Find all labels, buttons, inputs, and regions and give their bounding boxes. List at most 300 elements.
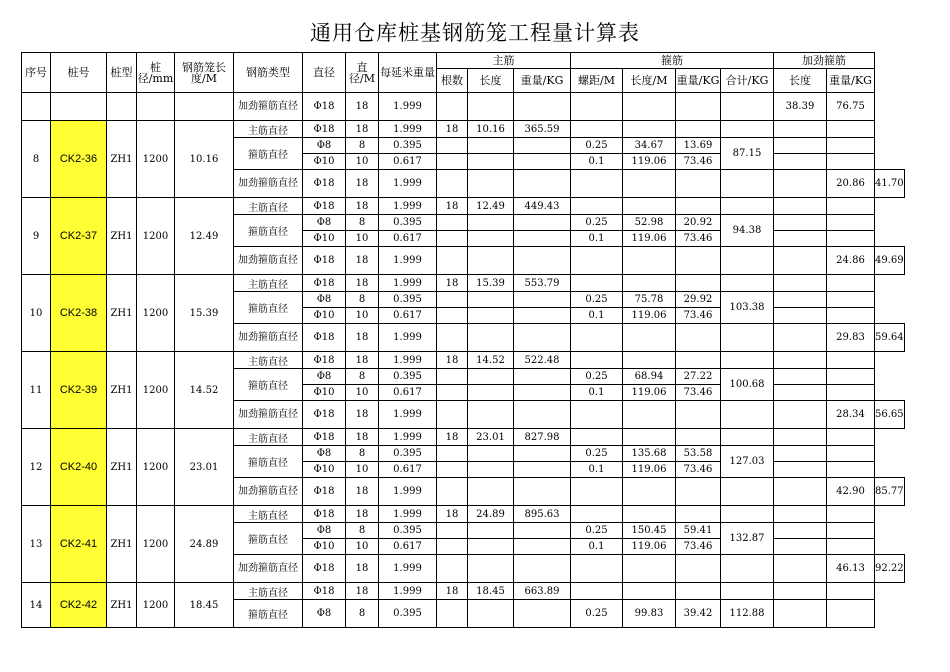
unit-wt-cell: 0.617 (379, 308, 437, 324)
dia-cell: Φ18 (303, 352, 346, 369)
header-dia: 直径 (303, 53, 346, 93)
table-cell (468, 154, 514, 170)
header-main-count: 根数 (437, 69, 468, 93)
table-cell (676, 352, 721, 369)
table-cell (827, 506, 875, 523)
table-cell (437, 478, 468, 506)
stiff-wt-cell: 59.64 (875, 324, 905, 352)
table-cell (623, 170, 676, 198)
hoop-pitch-cell: 0.25 (571, 138, 623, 154)
table-cell (468, 308, 514, 324)
dia-m-cell: 10 (346, 462, 379, 478)
hoop-total-cell: 87.15 (721, 138, 774, 170)
table-cell (468, 324, 514, 352)
unit-wt-cell: 1.999 (379, 93, 437, 121)
table-cell (571, 121, 623, 138)
stiff-len-cell: 29.83 (827, 324, 875, 352)
hoop-wt-cell: 73.46 (676, 154, 721, 170)
table-cell (623, 198, 676, 215)
table-cell (571, 93, 623, 121)
rebar-type-cell: 箍筋直径 (234, 292, 303, 324)
dia-cell: Φ18 (303, 506, 346, 523)
unit-wt-cell: 1.999 (379, 401, 437, 429)
dia-m-cell: 10 (346, 385, 379, 401)
table-cell (721, 401, 774, 429)
unit-wt-cell: 0.617 (379, 539, 437, 555)
dia-cell: Φ18 (303, 170, 346, 198)
header-pile-type: 桩型 (107, 53, 137, 93)
table-cell (571, 401, 623, 429)
unit-wt-cell: 1.999 (379, 324, 437, 352)
seq-cell: 10 (22, 275, 51, 352)
table-cell (721, 121, 774, 138)
table-cell (721, 555, 774, 583)
table-cell (437, 247, 468, 275)
table-cell (437, 215, 468, 231)
dia-m-cell: 8 (346, 215, 379, 231)
table-cell (721, 198, 774, 215)
hoop-total-cell: 127.03 (721, 446, 774, 478)
table-cell (827, 369, 875, 385)
unit-wt-cell: 0.617 (379, 462, 437, 478)
table-cell (676, 429, 721, 446)
table-cell (468, 385, 514, 401)
hoop-wt-cell: 73.46 (676, 308, 721, 324)
pile-type-cell: ZH1 (107, 121, 137, 198)
seq-cell (22, 93, 51, 121)
table-cell (774, 247, 827, 275)
table-row (22, 352, 905, 369)
table-cell (721, 93, 774, 121)
table-cell (571, 324, 623, 352)
unit-wt-cell: 0.395 (379, 369, 437, 385)
header-hoop-total: 合计/KG (721, 69, 774, 93)
table-cell (774, 462, 827, 478)
pile-type-cell (107, 93, 137, 121)
cage-len-cell: 23.01 (175, 429, 234, 506)
dia-cell: Φ18 (303, 324, 346, 352)
table-cell (721, 478, 774, 506)
cage-len-cell: 18.45 (175, 583, 234, 628)
dia-cell: Φ10 (303, 154, 346, 170)
table-cell (514, 555, 571, 583)
main-wt-cell: 522.48 (514, 352, 571, 369)
dia-cell: Φ18 (303, 275, 346, 292)
table-cell (827, 523, 875, 539)
hoop-wt-cell: 73.46 (676, 462, 721, 478)
table-cell (774, 555, 827, 583)
dia-cell: Φ10 (303, 385, 346, 401)
unit-wt-cell: 1.999 (379, 555, 437, 583)
dia-m-cell: 18 (346, 198, 379, 215)
dia-cell: Φ18 (303, 93, 346, 121)
table-row (22, 429, 905, 446)
table-cell (514, 385, 571, 401)
rebar-type-cell: 箍筋直径 (234, 523, 303, 555)
table-cell (514, 523, 571, 539)
table-cell (623, 121, 676, 138)
main-wt-cell: 827.98 (514, 429, 571, 446)
table-cell (721, 324, 774, 352)
dia-cell: Φ8 (303, 446, 346, 462)
table-cell (437, 600, 468, 628)
table-cell (437, 401, 468, 429)
dia-m-cell: 8 (346, 446, 379, 462)
main-len-cell: 12.49 (468, 198, 514, 215)
table-cell (774, 275, 827, 292)
pile-type-cell: ZH1 (107, 429, 137, 506)
pile-no-cell: CK2-40 (51, 429, 107, 506)
table-cell (827, 231, 875, 247)
table-cell (774, 446, 827, 462)
dia-cell: Φ18 (303, 583, 346, 600)
hoop-pitch-cell: 0.25 (571, 446, 623, 462)
table-cell (468, 138, 514, 154)
table-cell (774, 523, 827, 539)
rebar-type-cell: 箍筋直径 (234, 600, 303, 628)
table-cell (827, 583, 875, 600)
hoop-pitch-cell: 0.1 (571, 462, 623, 478)
hoop-wt-cell: 73.46 (676, 539, 721, 555)
table-cell (468, 523, 514, 539)
main-wt-cell: 663.89 (514, 583, 571, 600)
hoop-wt-cell: 27.22 (676, 369, 721, 385)
table-cell (774, 170, 827, 198)
pile-no-cell: CK2-36 (51, 121, 107, 198)
table-cell (827, 385, 875, 401)
cage-len-cell: 14.52 (175, 352, 234, 429)
unit-wt-cell: 0.395 (379, 292, 437, 308)
table-cell (721, 583, 774, 600)
unit-wt-cell: 1.999 (379, 352, 437, 369)
table-cell (571, 429, 623, 446)
table-cell (468, 462, 514, 478)
table-cell (468, 215, 514, 231)
pile-dia-cell (137, 93, 175, 121)
header-main-len: 长度 (468, 69, 514, 93)
table-cell (514, 478, 571, 506)
dia-cell: Φ18 (303, 429, 346, 446)
table-cell (514, 308, 571, 324)
pile-no-cell: CK2-37 (51, 198, 107, 275)
main-len-cell: 14.52 (468, 352, 514, 369)
main-len-cell: 15.39 (468, 275, 514, 292)
table-cell (774, 292, 827, 308)
main-count-cell: 18 (437, 121, 468, 138)
table-cell (721, 429, 774, 446)
dia-cell: Φ8 (303, 138, 346, 154)
stiff-wt-cell: 85.77 (875, 478, 905, 506)
pile-type-cell: ZH1 (107, 198, 137, 275)
table-cell (514, 93, 571, 121)
rebar-type-cell: 箍筋直径 (234, 369, 303, 401)
table-row (22, 583, 905, 600)
hoop-len-cell: 119.06 (623, 154, 676, 170)
table-cell (774, 401, 827, 429)
hoop-len-cell: 119.06 (623, 231, 676, 247)
stiff-wt-cell: 76.75 (827, 93, 875, 121)
dia-m-cell: 8 (346, 523, 379, 539)
hoop-len-cell: 119.06 (623, 462, 676, 478)
hoop-pitch-cell: 0.25 (571, 369, 623, 385)
main-count-cell: 18 (437, 506, 468, 523)
table-cell (437, 170, 468, 198)
hoop-wt-cell: 13.69 (676, 138, 721, 154)
table-cell (676, 478, 721, 506)
table-cell (437, 555, 468, 583)
table-cell (721, 352, 774, 369)
table-cell (676, 170, 721, 198)
table-cell (437, 539, 468, 555)
unit-wt-cell: 1.999 (379, 247, 437, 275)
hoop-pitch-cell: 0.1 (571, 539, 623, 555)
dia-cell: Φ8 (303, 600, 346, 628)
table-cell (827, 539, 875, 555)
table-cell (623, 324, 676, 352)
page-title: 通用仓库桩基钢筋笼工程量计算表 (310, 21, 640, 45)
header-hoop-wt: 重量/KG (676, 69, 721, 93)
table-cell (514, 138, 571, 154)
table-cell (774, 429, 827, 446)
hoop-pitch-cell: 0.25 (571, 523, 623, 539)
table-cell (468, 446, 514, 462)
dia-m-cell: 10 (346, 308, 379, 324)
table-cell (623, 401, 676, 429)
table-cell (514, 539, 571, 555)
table-cell (774, 138, 827, 154)
main-wt-cell: 895.63 (514, 506, 571, 523)
dia-m-cell: 10 (346, 231, 379, 247)
unit-wt-cell: 1.999 (379, 429, 437, 446)
table-cell (676, 401, 721, 429)
table-cell (827, 352, 875, 369)
table-cell (676, 93, 721, 121)
header-main-wt: 重量/KG (514, 69, 571, 93)
table-row (22, 93, 905, 121)
table-cell (827, 275, 875, 292)
header-stiff-wt: 重量/KG (827, 69, 875, 93)
header-hoop-len: 长度/M (623, 69, 676, 93)
dia-cell: Φ8 (303, 215, 346, 231)
table-cell (774, 506, 827, 523)
unit-wt-cell: 1.999 (379, 121, 437, 138)
table-cell (514, 446, 571, 462)
main-wt-cell: 553.79 (514, 275, 571, 292)
table-cell (721, 275, 774, 292)
hoop-len-cell: 75.78 (623, 292, 676, 308)
table-cell (774, 478, 827, 506)
hoop-len-cell: 119.06 (623, 308, 676, 324)
unit-wt-cell: 1.999 (379, 583, 437, 600)
hoop-pitch-cell: 0.25 (571, 292, 623, 308)
table-cell (774, 600, 827, 628)
main-count-cell: 18 (437, 429, 468, 446)
table-cell (437, 446, 468, 462)
pile-dia-cell: 1200 (137, 429, 175, 506)
table-cell (774, 369, 827, 385)
stiff-wt-cell: 49.69 (875, 247, 905, 275)
table-cell (774, 215, 827, 231)
hoop-pitch-cell: 0.1 (571, 154, 623, 170)
dia-m-cell: 18 (346, 121, 379, 138)
seq-cell: 11 (22, 352, 51, 429)
table-cell (676, 506, 721, 523)
pile-dia-cell: 1200 (137, 506, 175, 583)
cage-len-cell: 10.16 (175, 121, 234, 198)
table-cell (468, 539, 514, 555)
dia-cell: Φ8 (303, 292, 346, 308)
hoop-len-cell: 135.68 (623, 446, 676, 462)
cage-len-cell (175, 93, 234, 121)
stiff-wt-cell: 41.70 (875, 170, 905, 198)
hoop-wt-cell: 73.46 (676, 231, 721, 247)
main-wt-cell: 449.43 (514, 198, 571, 215)
table-cell (721, 506, 774, 523)
header-stiff-len: 长度 (774, 69, 827, 93)
hoop-total-cell: 112.88 (721, 600, 774, 628)
table-cell (827, 600, 875, 628)
table-cell (774, 352, 827, 369)
main-len-cell: 24.89 (468, 506, 514, 523)
rebar-type-cell: 加劲箍筋直径 (234, 247, 303, 275)
table-cell (827, 215, 875, 231)
hoop-total-cell: 100.68 (721, 369, 774, 401)
stiff-len-cell: 46.13 (827, 555, 875, 583)
dia-m-cell: 10 (346, 539, 379, 555)
cage-len-cell: 24.89 (175, 506, 234, 583)
dia-m-cell: 8 (346, 138, 379, 154)
dia-m-cell: 10 (346, 154, 379, 170)
unit-wt-cell: 0.395 (379, 138, 437, 154)
hoop-pitch-cell: 0.1 (571, 385, 623, 401)
table-cell (827, 308, 875, 324)
dia-m-cell: 8 (346, 292, 379, 308)
table-cell (827, 121, 875, 138)
dia-m-cell: 8 (346, 369, 379, 385)
header-pile-dia: 桩径/mm (137, 53, 175, 93)
header-seq: 序号 (22, 53, 51, 93)
header-pile-no: 桩号 (51, 53, 107, 93)
table-cell (623, 583, 676, 600)
main-len-cell: 10.16 (468, 121, 514, 138)
table-cell (468, 170, 514, 198)
hoop-total-cell: 103.38 (721, 292, 774, 324)
cage-len-cell: 15.39 (175, 275, 234, 352)
table-cell (514, 401, 571, 429)
stiff-len-cell: 38.39 (774, 93, 827, 121)
rebar-type-cell: 主筋直径 (234, 121, 303, 138)
table-cell (468, 555, 514, 583)
table-cell (827, 138, 875, 154)
unit-wt-cell: 0.617 (379, 385, 437, 401)
table-cell (827, 154, 875, 170)
dia-m-cell: 18 (346, 506, 379, 523)
table-cell (468, 401, 514, 429)
seq-cell: 9 (22, 198, 51, 275)
rebar-type-cell: 加劲箍筋直径 (234, 324, 303, 352)
stiff-wt-cell: 92.22 (875, 555, 905, 583)
rebar-type-cell: 加劲箍筋直径 (234, 401, 303, 429)
table-cell (514, 324, 571, 352)
pile-dia-cell: 1200 (137, 275, 175, 352)
table-cell (437, 369, 468, 385)
table-cell (468, 292, 514, 308)
unit-wt-cell: 0.617 (379, 231, 437, 247)
table-cell (676, 198, 721, 215)
table-cell (571, 555, 623, 583)
dia-cell: Φ18 (303, 121, 346, 138)
unit-wt-cell: 1.999 (379, 170, 437, 198)
unit-wt-cell: 0.395 (379, 600, 437, 628)
dia-m-cell: 18 (346, 324, 379, 352)
table-cell (468, 600, 514, 628)
hoop-pitch-cell: 0.25 (571, 600, 623, 628)
table-cell (437, 385, 468, 401)
hoop-len-cell: 119.06 (623, 385, 676, 401)
unit-wt-cell: 0.617 (379, 154, 437, 170)
table-cell (514, 215, 571, 231)
pile-no-cell: CK2-38 (51, 275, 107, 352)
main-len-cell: 18.45 (468, 583, 514, 600)
table-cell (774, 308, 827, 324)
table-cell (623, 506, 676, 523)
table-cell (571, 275, 623, 292)
hoop-wt-cell: 20.92 (676, 215, 721, 231)
pile-type-cell: ZH1 (107, 506, 137, 583)
main-wt-cell: 365.59 (514, 121, 571, 138)
table-cell (623, 478, 676, 506)
table-row (22, 121, 905, 138)
hoop-len-cell: 119.06 (623, 539, 676, 555)
dia-cell: Φ8 (303, 523, 346, 539)
stiff-len-cell: 20.86 (827, 170, 875, 198)
table-cell (623, 247, 676, 275)
main-count-cell: 18 (437, 583, 468, 600)
table-cell (571, 170, 623, 198)
table-cell (571, 583, 623, 600)
dia-m-cell: 18 (346, 170, 379, 198)
pile-no-cell: CK2-42 (51, 583, 107, 628)
main-count-cell: 18 (437, 275, 468, 292)
table-cell (437, 292, 468, 308)
table-cell (721, 170, 774, 198)
table-row (22, 275, 905, 292)
unit-wt-cell: 1.999 (379, 198, 437, 215)
table-cell (676, 247, 721, 275)
pile-dia-cell: 1200 (137, 121, 175, 198)
table-cell (514, 369, 571, 385)
dia-m-cell: 18 (346, 583, 379, 600)
table-cell (774, 324, 827, 352)
header-group-stiff: 加劲箍筋 (774, 53, 875, 69)
dia-m-cell: 18 (346, 478, 379, 506)
dia-cell: Φ18 (303, 247, 346, 275)
dia-m-cell: 18 (346, 352, 379, 369)
stiff-len-cell: 28.34 (827, 401, 875, 429)
header-hoop-pitch: 螺距/M (571, 69, 623, 93)
table-cell (676, 275, 721, 292)
table-row (22, 198, 905, 215)
dia-cell: Φ10 (303, 308, 346, 324)
table-cell (514, 154, 571, 170)
table-cell (676, 324, 721, 352)
header-group-main: 主筋 (437, 53, 571, 69)
table-cell (676, 555, 721, 583)
main-count-cell: 18 (437, 198, 468, 215)
unit-wt-cell: 0.395 (379, 446, 437, 462)
hoop-len-cell: 68.94 (623, 369, 676, 385)
cage-len-cell: 12.49 (175, 198, 234, 275)
